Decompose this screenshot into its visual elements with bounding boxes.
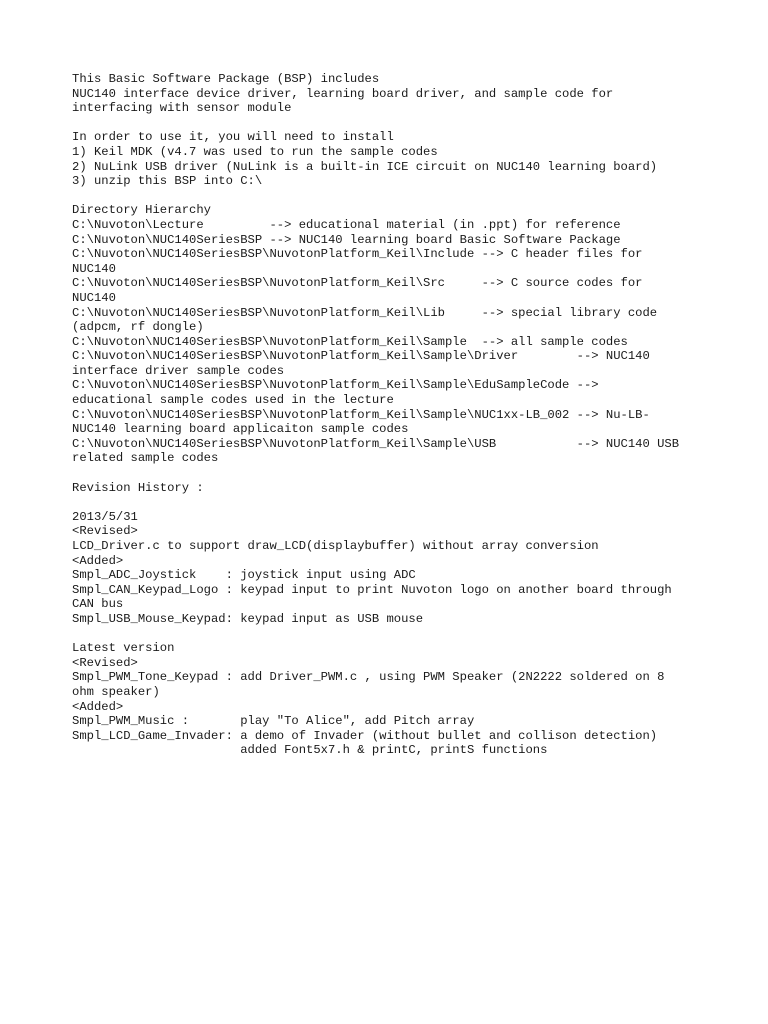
readme-document [72, 72, 712, 758]
text-line: LCD_Driver.c to support draw_LCD(displaybuffer) without array conversion [72, 539, 599, 553]
text-line: C:\Nuvoton\NUC140SeriesBSP\NuvotonPlatform_Keil\Sample\EduSampleCode --> [72, 378, 599, 393]
text-line: 3) unzip this BSP into C:\ [72, 174, 263, 189]
text-line: interfacing with sensor module [72, 101, 292, 116]
text-line: C:\Nuvoton\NUC140SeriesBSP\NuvotonPlatform_Keil\Sample\USB --> NUC140 USB [72, 436, 680, 451]
text-line: 2) NuLink USB driver (NuLink is a built-in ICE circuit on NUC140 learning board) [72, 159, 658, 174]
text-line: C:\Nuvoton\NUC140SeriesBSP\NuvotonPlatform_Keil\Src --> C source codes for [72, 276, 643, 291]
text-line: 2013/5/31 [72, 509, 138, 524]
text-line: <Added> [72, 553, 124, 568]
text-line: ohm speaker) [72, 684, 160, 699]
text-line [72, 495, 712, 510]
text-line: added Font5x7.h & printC, printS functions [72, 743, 548, 758]
text-line: C:\Nuvoton\Lecture --> educational material (in .ppt) for reference [72, 217, 621, 232]
text-line: educational sample codes used in the lecture [72, 393, 394, 408]
text-line: <Added> [72, 699, 124, 714]
text-line [72, 116, 712, 131]
text-line: C:\Nuvoton\NUC140SeriesBSP\NuvotonPlatform_Keil\Sample --> all sample codes [72, 334, 628, 349]
text-line: interface driver sample codes [72, 363, 285, 378]
text-line: NUC140 learning board applicaiton sample codes [72, 422, 409, 437]
text-line: Latest version [72, 641, 175, 656]
text-line: NUC140 interface device driver, learning board driver, and sample code for [72, 86, 614, 101]
text-line: Revision History : [72, 480, 204, 495]
text-line: C:\Nuvoton\NUC140SeriesBSP\NuvotonPlatform_Keil\Sample\NUC1xx-LB_002 --> Nu-LB- [72, 407, 650, 422]
text-line: <Revised> [72, 655, 138, 670]
text-line [72, 466, 712, 481]
text-line: NUC140 [72, 290, 116, 305]
text-line [72, 189, 712, 204]
text-line: (adpcm, rf dongle) [72, 320, 204, 335]
text-line: <Revised> [72, 524, 138, 539]
text-line: Smpl_CAN_Keypad_Logo : keypad input to print Nuvoton logo on another board through [72, 582, 672, 597]
text-line: C:\Nuvoton\NUC140SeriesBSP\NuvotonPlatform_Keil\Lib --> special library code [72, 305, 658, 320]
text-line: Smpl_USB_Mouse_Keypad: keypad input as USB mouse [72, 611, 424, 626]
text-line: In order to use it, you will need to install [72, 130, 394, 145]
text-line: Smpl_PWM_Tone_Keypad : add Driver_PWM.c , using PWM Speaker (2N2222 soldered on 8 [72, 670, 665, 685]
text-line: Smpl_ADC_Joystick : joystick input using ADC [72, 568, 416, 583]
text-line: related sample codes [72, 451, 219, 466]
text-line: Smpl_LCD_Game_Invader: a demo of Invader (without bullet and collison detection) [72, 728, 658, 743]
text-line: CAN bus [72, 597, 124, 612]
text-line: C:\Nuvoton\NUC140SeriesBSP\NuvotonPlatform_Keil\Sample\Driver --> NUC140 [72, 349, 650, 364]
text-line: C:\Nuvoton\NUC140SeriesBSP\NuvotonPlatform_Keil\Include --> C header files for [72, 247, 643, 262]
text-line: 1) Keil MDK (v4.7 was used to run the sample codes [72, 144, 438, 159]
text-line [72, 627, 712, 642]
text-line: NUC140 [72, 261, 116, 276]
text-line: Directory Hierarchy [72, 203, 211, 218]
text-line: This Basic Software Package (BSP) includes [72, 72, 380, 86]
text-line: C:\Nuvoton\NUC140SeriesBSP --> NUC140 learning board Basic Software Package [72, 232, 621, 247]
text-line: Smpl_PWM_Music : play "To Alice", add Pitch array [72, 714, 475, 729]
